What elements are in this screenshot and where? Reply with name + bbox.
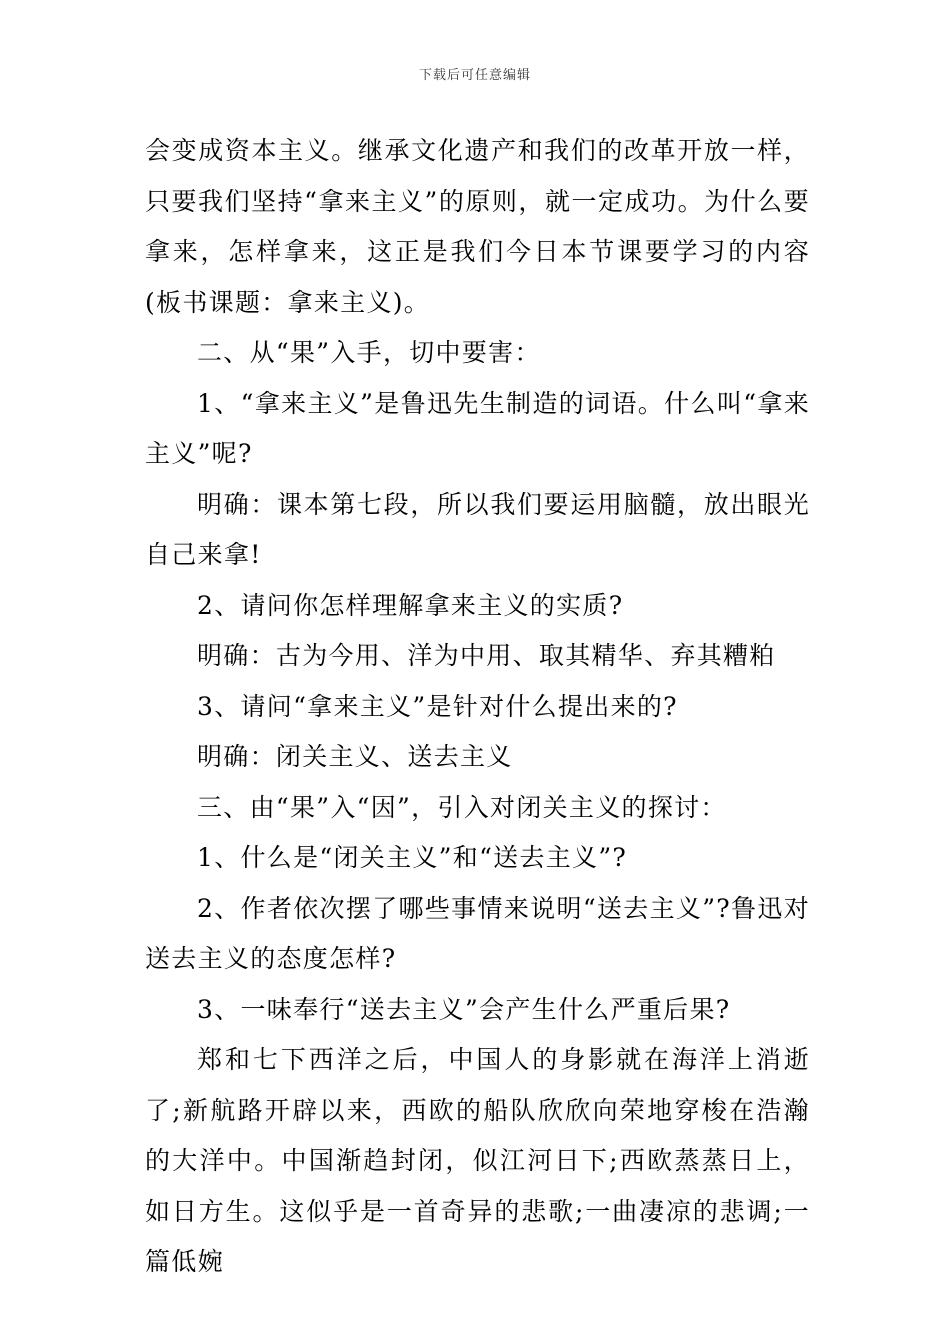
answer: 明确：闭关主义、送去主义	[197, 742, 513, 771]
question: 2、请问你怎样理解拿来主义的实质?	[197, 590, 624, 620]
answer: 明确：课本第七段，所以我们要运用脑髓，放出眼光自己来拿!	[145, 489, 810, 569]
question: 3、请问“拿来主义”是针对什么提出来的?	[197, 691, 678, 721]
question: 1、什么是“闭关主义”和“送去主义”?	[197, 843, 628, 872]
document-body	[145, 126, 810, 1288]
section-heading: 二、从“果”入手，切中要害：	[197, 338, 541, 367]
question: 3、一味奉行“送去主义”会产生什么严重后果?	[197, 994, 731, 1024]
section-heading: 三、由“果”入“因”，引入对闭关主义的探讨：	[197, 792, 727, 822]
question: 1、“拿来主义”是鲁迅先生制造的词语。什么叫“拿来主义”呢?	[145, 388, 810, 468]
paragraph: 郑和七下西洋之后，中国人的身影就在海洋上消逝了;新航路开辟以来，西欧的船队欣欣向荣地穿梭在浩瀚的大洋中。中国渐趋封闭，似江河日下;西欧蒸蒸日上，如日方生。这似乎是一首奇异的悲歌;一曲凄凉的悲调;一篇低婉	[145, 1045, 810, 1276]
answer: 明确：古为今用、洋为中用、取其精华、弃其糟粕	[197, 641, 776, 670]
question: 2、作者依次摆了哪些事情来说明“送去主义”?鲁迅对送去主义的态度怎样?	[145, 893, 810, 973]
page-header: 下载后可任意编辑	[418, 68, 531, 83]
paragraph: 会变成资本主义。继承文化遗产和我们的改革开放一样，只要我们坚持“拿来主义”的原则，就一定成功。为什么要拿来，怎样拿来，这正是我们今日本节课要学习的内容(板书课题：拿来主义)。	[145, 136, 810, 317]
